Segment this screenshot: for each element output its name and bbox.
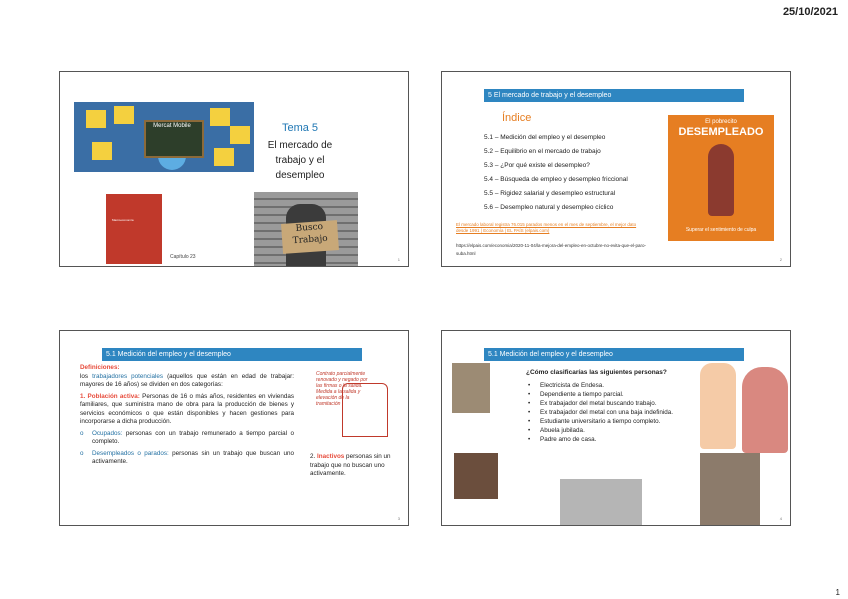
boy-figure xyxy=(708,144,734,216)
father-cooking-photo xyxy=(700,453,760,525)
toc-item: 5.3 – ¿Por qué existe el desempleo? xyxy=(484,162,590,169)
item-text: personas sin un trabajo que no buscan uno activamente. xyxy=(310,453,391,477)
slide-number: 3 xyxy=(397,516,400,521)
book-cover-image xyxy=(106,194,162,264)
tema-label: Tema 5 xyxy=(281,122,319,134)
page-number: 1 xyxy=(835,588,840,597)
students-photo xyxy=(560,479,642,525)
sticky-note xyxy=(214,148,234,166)
electrician-photo xyxy=(452,363,490,413)
title-line: trabajo y el xyxy=(275,155,325,166)
index-heading: Índice xyxy=(502,112,532,124)
list-item: • Abuela jubilada. xyxy=(528,426,700,435)
circle-bullet-icon: o xyxy=(80,429,84,437)
definitions-heading: Definiciones: xyxy=(80,364,120,371)
title-line: El mercado de xyxy=(267,140,333,151)
item-title: Inactivos xyxy=(317,453,345,460)
slide-number: 2 xyxy=(779,257,782,262)
item-title: Desempleados o parados: xyxy=(92,449,169,457)
slide-header: 5.1 Medición del empleo y el desempleo xyxy=(484,348,744,361)
intro-text: (aquellos que están en edad de trabajar: mayores de 16 años) se dividen en dos categorías: xyxy=(80,372,294,388)
slide-2 xyxy=(441,71,791,267)
item-text: personas con un trabajo remunerado a tiempo parcial o completo. xyxy=(92,429,294,445)
title-line: desempleo xyxy=(275,170,325,181)
highlight-text: trabajadores potenciales xyxy=(92,372,164,380)
slide-header: 5.1 Medición del empleo y el desempleo xyxy=(102,348,362,361)
inactivos-text xyxy=(310,453,396,479)
chapter-label: Capítulo 23 xyxy=(170,254,196,260)
slide-4 xyxy=(441,330,791,526)
print-date: 25/10/2021 xyxy=(782,6,838,18)
slide-number: 1 xyxy=(397,257,400,262)
sign-line: Busco xyxy=(295,222,324,234)
definitions-text xyxy=(80,364,294,470)
list-item: • Electricista de Endesa. xyxy=(528,381,700,390)
shop-assistant-cartoon xyxy=(700,363,736,449)
intro-text: los xyxy=(80,372,93,380)
sticky-note xyxy=(86,110,106,128)
slide-1 xyxy=(59,71,409,267)
book-title: Macroeconomía xyxy=(112,218,134,222)
toc-item: 5.4 – Búsqueda de empleo y desempleo friccional xyxy=(484,176,628,183)
item-number: 2. xyxy=(310,453,316,460)
list-item: • Estudiante universitario a tiempo completo. xyxy=(528,417,700,426)
list-item: • Ex trabajador del metal buscando trabajo. xyxy=(528,399,700,408)
circle-bullet-icon: o xyxy=(80,449,84,457)
list-item: • Ex trabajador del metal con una baja indefinida. xyxy=(528,408,700,417)
list-item: • Padre amo de casa. xyxy=(528,435,700,444)
sketch-note: Contrato parcialmente renovado y negado por las firmas o la salida. Medida a la salida y elevación de la tramitación xyxy=(316,371,368,407)
toc-item: 5.6 – Desempleo natural y desempleo cíclico xyxy=(484,204,614,211)
list-item: • Dependiente a tiempo parcial. xyxy=(528,390,700,399)
table-of-contents xyxy=(484,131,628,215)
market-collage-image xyxy=(74,102,254,172)
people-list xyxy=(528,381,700,444)
slide-3 xyxy=(59,330,409,526)
cardboard-sign xyxy=(281,220,339,254)
sign-line: Trabajo xyxy=(292,233,329,247)
sticky-note xyxy=(114,106,134,124)
slide-number: 4 xyxy=(779,516,782,521)
item-text: Personas de 16 o más años, residentes en viviendas familiares, que suministra mano de obra para la producción de bienes y servicios económicos o que están disponibles y hacen gestiones para incorporarse a dicha producción. xyxy=(80,392,295,425)
question-text: ¿Cómo clasificarías las siguientes personas? xyxy=(526,369,667,376)
poster-title: DESEMPLEADO xyxy=(678,126,764,138)
item-number: 1. xyxy=(80,392,86,400)
grandmother-cartoon xyxy=(742,367,788,453)
toc-item: 5.2 – Equilibrio en el mercado de trabajo xyxy=(484,148,601,155)
sticky-note xyxy=(92,142,112,160)
sticky-note xyxy=(210,108,230,126)
slide-title xyxy=(256,138,344,183)
sticky-note xyxy=(230,126,250,144)
news-link[interactable]: El mercado laboral registra 76.015 parados menos en el mes de septiembre, el mejor dato desde 1991 | Economía | EL PAÍS (elpais.com) xyxy=(456,222,637,233)
collage-label: Mercat Mobile xyxy=(153,123,191,129)
poster-bottom-text: Superar el sentimiento de culpa xyxy=(685,227,757,233)
worried-man-photo xyxy=(454,453,498,499)
item-title: Ocupados: xyxy=(92,429,123,437)
toc-item: 5.5 – Rigidez salarial y desempleo estructural xyxy=(484,190,616,197)
item-text: personas sin un trabajo que buscan uno activamente. xyxy=(92,449,294,465)
poster-top-text: El pobrecito xyxy=(705,119,737,125)
toc-item: 5.1 – Medición del empleo y el desempleo xyxy=(484,134,606,141)
slide-header: 5 El mercado de trabajo y el desempleo xyxy=(484,89,744,102)
item-title: Población activa: xyxy=(87,392,140,400)
url-text: https://elpais.com/economia/2020-11-04/la-mejora-del-empleo-en-octubre-no-evita-que-el-paro-suba.html xyxy=(456,243,647,256)
